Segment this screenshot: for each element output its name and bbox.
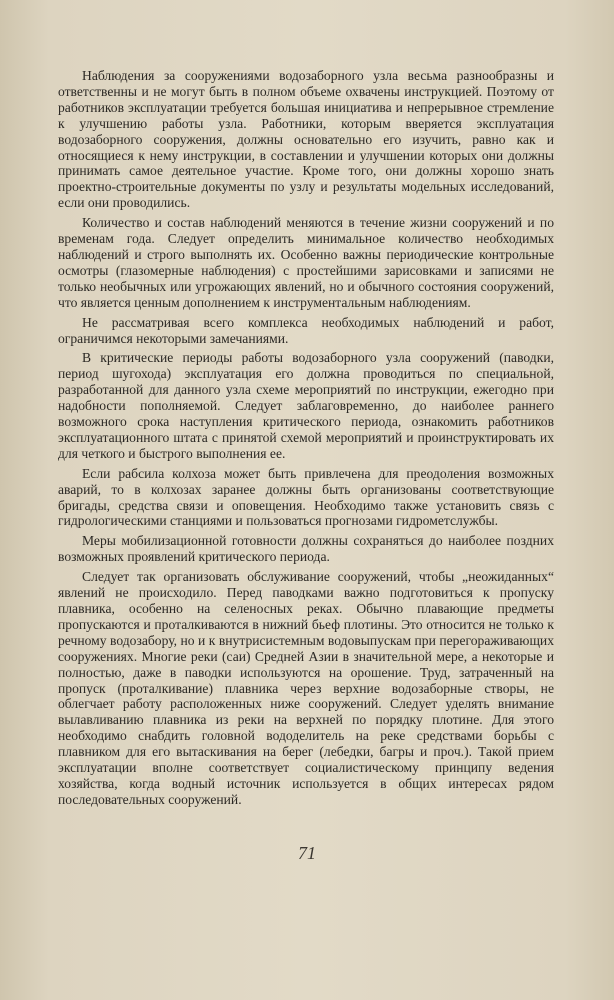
page-body-text bbox=[58, 68, 554, 812]
paragraph: Меры мобилизационной готовности должны сохраняться до наиболее поздних возможных проявлений критического периода. bbox=[58, 533, 554, 565]
paragraph: Следует так организовать обслуживание сооружений, чтобы „неожиданных“ явлений не происходило. Перед паводками важно подготовиться к пропуску плавника, особенно на селеносных реках. Обычно плавающие предметы пропускаются и проталкиваются в нижний бьеф плотины. Это относится не только к речному водозабору, но и к внутрисистемным водовыпускам при перегораживающих сооружениях. Многие реки (саи) Средней Азии в значительной мере, а некоторые и полностью, даже в паводки используются на орошение. Труд, затраченный на пропуск (проталкивание) плавника через верхние водозаборные створы, не облегчает работу расположенных ниже сооружений. Следует уделять внимание вылавливанию плавника из реки на верхней по порядку плотине. Для этого необходимо снабдить головной вододелитель на реке средствами борьбы с плавником для его вытаскивания на берег (лебедки, багры и проч.). Такой прием эксплуатации вполне соответствует социалистическому принципу ведения хозяйства, когда водный источник используется в общих интересах рядом последовательных сооружений. bbox=[58, 569, 554, 807]
paragraph: В критические периоды работы водозаборного узла сооружений (паводки, период шугохода) эксплуатация его должна проводиться по специальной, разработанной для данного узла схеме мероприятий по инструкции, ежегодно при надобности пополняемой. Следует заблаговременно, до наиболее раннего возможного срока наступления критического периода, ознакомить работников эксплуатационного штата с принятой схемой мероприятий и проинструктировать их для четкого и быстрого выполнения ее. bbox=[58, 350, 554, 461]
paragraph: Количество и состав наблюдений меняются в течение жизни сооружений и по временам года. Следует определить минимальное количество необходимых наблюдений и строго выполнять их. Особенно важны периодические контрольные осмотры (глазомерные наблюдения) с простейшими зарисовками и записями не только необычных или угрожающих явлений, но и обычного состояния сооружений, что является ценным дополнением к инструментальным наблюдениям. bbox=[58, 215, 554, 310]
paragraph: Наблюдения за сооружениями водозаборного узла весьма разнообразны и ответственны и не могут быть в полном объеме охвачены инструкцией. Поэтому от работников эксплуатации требуется большая инициатива и непрерывное стремление к улучшению работы узла. Работники, которым вверяется эксплуатация водозаборного сооружения, должны основательно его изучить, равно как и относящиеся к нему инструкции, в составлении и улучшении которых они должны принимать самое деятельное участие. Кроме того, они должны хорошо знать проектно-строительные документы по узлу и результаты модельных исследований, если они проводились. bbox=[58, 68, 554, 211]
page-number: 71 bbox=[298, 843, 316, 863]
paragraph: Не рассматривая всего комплекса необходимых наблюдений и работ, ограничимся некоторыми замечаниями. bbox=[58, 314, 554, 346]
paragraph: Если рабсила колхоза может быть привлечена для преодоления возможных аварий, то в колхозах заранее должны быть организованы соответствующие бригады, средства связи и оповещения. Необходимо также установить связь с гидрологическими станциями и пользоваться прогнозами гидрометслужбы. bbox=[58, 465, 554, 529]
